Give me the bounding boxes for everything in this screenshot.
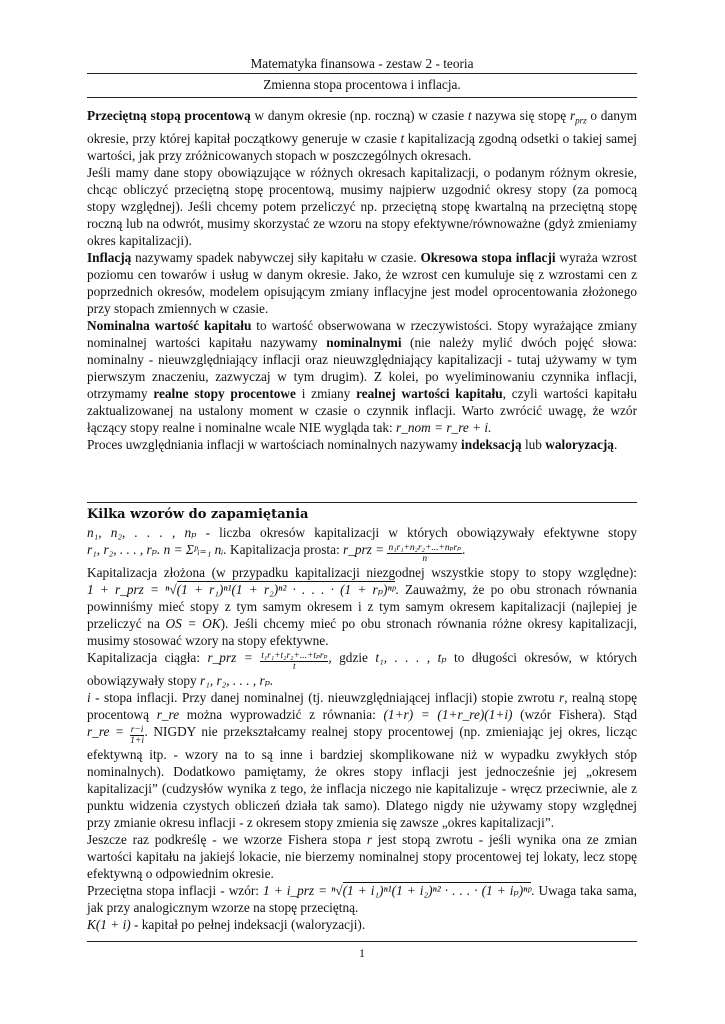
- page-number: 1: [359, 946, 365, 960]
- text: o danym okresie, przy której kapitał początkowy generuje w czasie: [87, 108, 637, 146]
- formula-average-inflation: [87, 882, 637, 916]
- math-periods: n₁, n₂, . . . , nₚ: [87, 525, 197, 540]
- math-rates: r₁, r₂, . . . , rₚ.: [200, 673, 274, 688]
- subtitle-rule: [87, 97, 637, 98]
- text: można wyprowadzić z równania:: [179, 707, 384, 722]
- text: . Uwaga taka sama, jak przy analogicznym wzorze na stopę przeciętną.: [87, 883, 638, 915]
- math-rre-eq: r_re =: [87, 724, 130, 739]
- header-rule: [87, 73, 637, 74]
- text: Jeszcze raz podkreślę - we wzorze Fishera stopa: [87, 832, 367, 847]
- text: , czyli wartości kapitału zaktualizowanej na ustalony moment w czasie o czynnik inflacji. Warto zwrócić uwagę, że wzór łączący stopy realne i nominalne wcale NIE wygląda tak:: [87, 385, 637, 435]
- formula-simple-capitalization: n₁, n₂, . . . , nₚ - liczba okresów kapitalizacji w których obowiązywały efektywne stopy r₁, r₂, . . . , rₚ. n = Σᵖᵢ₌₁ nᵢ. Kapitalizacja prosta: r_prz = $\frac{\text{n₁r₁+n₂r₂+...+nₚrₚ}}{n}$ .: [87, 525, 637, 564]
- text: - stopa inflacji. Przy danej nominalnej (tj. nieuwzględniającej inflacji) stopie zwrotu: [90, 690, 560, 705]
- math-t: t: [467, 108, 472, 123]
- math-root-left: 1 + i_prz = ⁿ√: [263, 883, 343, 898]
- text: Przeciętna stopa inflacji - wzór:: [87, 883, 264, 898]
- text: wyraża wzrost poziomu cen towarów i usług w danym okresie. Jako, że wzrost cen kumuluje się z wzrostami cen z poprzednich okresów, modelem opisującym zmiany inflacyjne jest model oprocentowania złożonego przy stopach zmiennych w czasie.: [87, 249, 638, 316]
- math-r: r: [559, 690, 565, 705]
- math-n-sum: n = Σᵖᵢ₌₁ nᵢ.: [160, 542, 227, 557]
- math-rprz: r_prz =: [207, 650, 261, 665]
- math-durations: t₁, . . . , tₚ: [375, 650, 447, 665]
- text: Proces uwzględniania inflacji w wartościach nominalnych nazywamy: [87, 436, 462, 452]
- math-os-ok: OS = OK: [165, 616, 221, 631]
- math-t: t: [400, 130, 405, 146]
- math-sub-prz: prz: [575, 115, 587, 126]
- text: ). Jeśli chcemy mieć po obu stronach równania różne okresy kapitalizacji, musimy stosować wzory na stopy efektywne.: [87, 616, 637, 648]
- term-inflation: Inflacją: [87, 249, 132, 265]
- section-theory: [87, 107, 637, 453]
- text: nazywa się stopę: [471, 108, 570, 123]
- term-real-rates: realne stopy procentowe: [153, 385, 296, 401]
- text: , realną stopę procentową: [87, 690, 637, 722]
- text: (wzór Fishera). Stąd: [512, 707, 637, 722]
- formula-continuous-capitalization: [87, 649, 637, 689]
- section-rule: [87, 502, 637, 503]
- math-rprz: r_prz =: [343, 542, 388, 557]
- text: (nie należy mylić dwóch pojęć słowa: nominalny - nieuwzględniający inflacji oraz nieuwzględniający kapitalizacji - tutaj używamy w tym pierwszym znaczeniu, zazwyczaj w tym drugim). Z kolei, po wyeliminowaniu czynnika inflacji, otrzymamy: [87, 334, 638, 401]
- paragraph-indexation: [87, 436, 637, 453]
- fraction-continuous: [260, 651, 328, 672]
- paragraph-average-rate: [87, 107, 637, 164]
- term-nominal: nominalnymi: [326, 334, 402, 350]
- text: w danym okresie (np. roczną) w czasie: [250, 108, 468, 123]
- text: lub: [521, 436, 546, 452]
- math-i: i: [87, 690, 91, 705]
- text: , gdzie: [328, 650, 376, 665]
- math-r: r: [366, 832, 372, 847]
- math-root-left: 1 + r_prz = ⁿ√: [87, 582, 177, 597]
- fraction-denominator: 1+i: [130, 736, 144, 746]
- document-header-title: Matematyka finansowa - zestaw 2 - teoria: [250, 56, 474, 71]
- text: jest stopą zwrotu - jeśli wynika ona ze zmian wartości kapitału na jakiejś lokacie, nie bierzemy nominalnej stopy procentowej tej lokaty, lecz stopę efektywną o odpowiednim okresie.: [87, 832, 637, 881]
- text: Kapitalizacja ciągła:: [87, 650, 208, 665]
- formula-average-inflation-math: [263, 882, 531, 898]
- fraction-fisher: [130, 725, 145, 746]
- math-radicand: (1 + i₁)ⁿ¹(1 + i₂)ⁿ² · . . . · (1 + iₚ)ⁿᵖ: [342, 883, 532, 898]
- math-rre: r_re: [156, 707, 180, 722]
- text: to długości okresów, w których obowiązywały stopy: [87, 650, 637, 688]
- text: Kapitalizacja prosta:: [226, 542, 344, 557]
- formula-compound-capitalization: [87, 564, 637, 649]
- paragraph-rate-conversion: Jeśli mamy dane stopy obowiązujące w różnych okresach kapitalizacji, o podanym różnym okresie, chcąc obliczyć przeciętną stopę procentową, musimy najpierw uzgodnić okresy stopy (za pomocą stopy względnej). Jeśli chcemy potem przeliczyć np. przeciętną stopę kwartalną na przeciętną stopę roczną lub na odwrót, musimy skorzystać ze wzoru na stopy efektywne/równoważne (gdyż zmieniamy okres kapitalizacji).: [87, 164, 637, 248]
- term-valorization: waloryzacją: [545, 436, 614, 452]
- fraction-simple: [387, 543, 462, 564]
- term-real-value: realnej wartości kapitału: [356, 385, 503, 401]
- paragraph-inflation: [87, 249, 637, 317]
- formula-compound: [87, 581, 395, 597]
- fraction-denominator: n: [422, 554, 428, 564]
- formulas-title-row: [87, 505, 637, 523]
- term-periodic-inflation-rate: Okresowa stopa inflacji: [420, 249, 556, 265]
- text: to wartość obserwowana w rzeczywistości. Stopy wyrażające zmiany nominalnej wartości kapitału nazywamy: [87, 317, 638, 350]
- math-k-indexed: K(1 + i): [87, 917, 131, 932]
- text: nazywamy spadek nabywczej siły kapitału w czasie.: [131, 249, 421, 265]
- footer-rule: [87, 941, 637, 942]
- text: Kapitalizacja złożona (w przypadku kapitalizacji niezgodnej wszystkie stopy to stopy względne):: [87, 565, 637, 580]
- text: - kapitał po pełnej indeksacji (waloryzacji).: [130, 917, 366, 932]
- formula-full-indexation: [87, 916, 637, 933]
- paragraph-nominal-value: [87, 317, 637, 436]
- math-rates: r₁, r₂, . . . , rₚ.: [87, 542, 161, 557]
- text: i zmiany: [295, 385, 357, 401]
- text: . Zauważmy, że po obu stronach równania powinniśmy mieć stopy z tym samym okresem i z tym samym okresem kapitalizacji (najlepiej je przeliczyć na: [87, 582, 637, 631]
- math-r: r: [569, 108, 576, 123]
- text: kapitalizacją zgodną odsetki o takiej samej wartości, jak przy zróżnicowanych stopach w poszczególnych okresach.: [87, 130, 637, 163]
- fraction-numerator: r−i: [130, 725, 144, 735]
- term-nominal-value: Nominalna wartość kapitału: [87, 317, 252, 333]
- paragraph-fisher: [87, 689, 637, 831]
- formulas-title: Kilka wzorów do zapamiętania: [87, 507, 309, 522]
- math-radicand: (1 + r₁)ⁿ¹(1 + r₂)ⁿ² · . . . · (1 + rₚ)ⁿᵖ: [176, 582, 396, 597]
- fraction-numerator: n₁r₁+n₂r₂+...+nₚrₚ: [388, 543, 461, 553]
- text: . NIGDY nie przekształcamy realnej stopy procentowej (np. zmieniając jej okres, licząc efektywną itp. - wzory na to są inne i bardziej skomplikowane niż w wypadku zwykłych stóp nominalnych). Dodatkowo pamiętamy, że okres stopy inflacji jest jednocześnie jej „okresem kapitalizacji” (cudzysłów wynika z tego, że inflacja niczego nie kapitalizuje - wręcz przeciwnie, ale z punktu widzenia czystych obliczeń działa tak samo). Dlatego nigdy nie używamy stopy względnej przy zmianie okresu inflacji - z okresem stopy zmienia się zawsze „okres kapitalizacji”.: [87, 724, 638, 830]
- formula-wrong-relation: r_nom = r_re + i.: [396, 419, 492, 435]
- text: .: [613, 436, 618, 452]
- formula-fisher: (1+r) = (1+r_re)(1+i): [383, 707, 513, 722]
- fraction-denominator: t: [292, 662, 296, 672]
- paragraph-fisher-remark: [87, 831, 637, 882]
- term-average-rate: Przeciętną stopą procentową: [87, 108, 251, 123]
- section-formulas: [87, 505, 637, 933]
- term-indexation: indeksacją: [461, 436, 522, 452]
- text: - liczba okresów kapitalizacji w których obowiązywały efektywne stopy: [196, 525, 637, 540]
- document-subtitle: Zmienna stopa procentowa i inflacja.: [263, 77, 461, 92]
- fraction-numerator: t₁r₁+t₂r₂+...+tₚrₚ: [261, 651, 328, 661]
